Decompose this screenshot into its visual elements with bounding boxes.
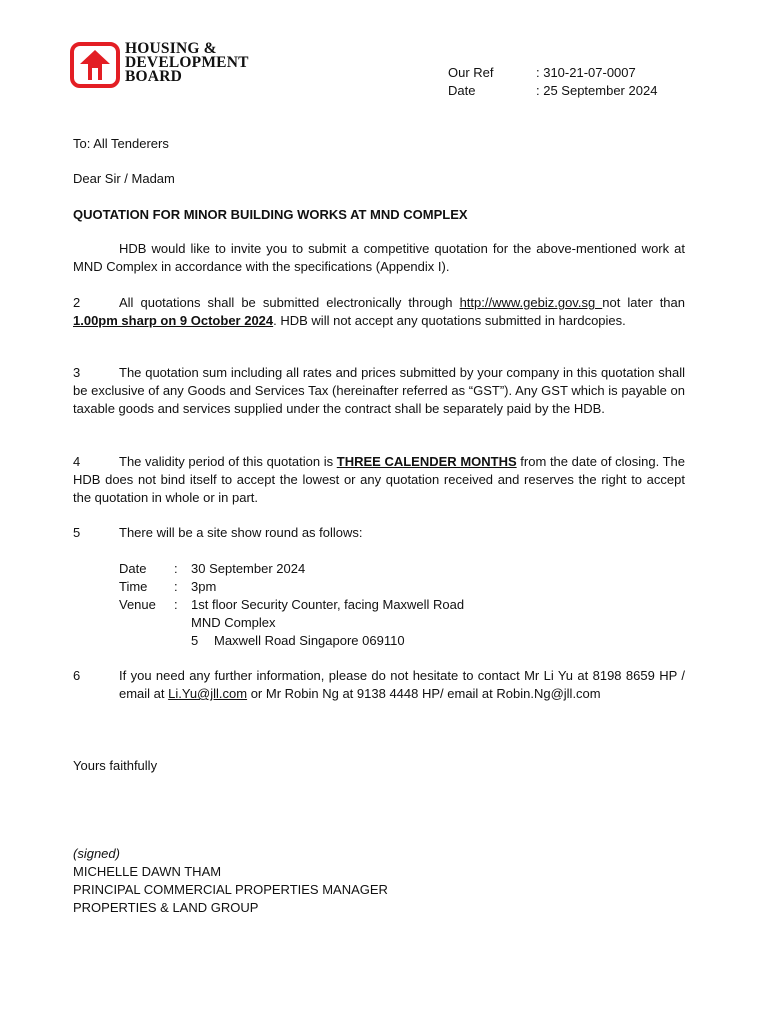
site-venue-line2: MND Complex <box>191 615 276 630</box>
gebiz-link[interactable]: http://www.gebiz.gov.sg <box>459 295 603 310</box>
site-time-label: Time <box>119 579 148 594</box>
org-name-line1: HOUSING & <box>125 40 217 57</box>
paragraph-2-text-b: not later than <box>602 295 685 310</box>
paragraph-5-text: There will be a site show round as follows: <box>119 525 363 540</box>
paragraph-2-number: 2 <box>73 295 81 310</box>
date-label: Date <box>448 83 476 98</box>
validity-period: THREE CALENDER MONTHS <box>336 454 517 469</box>
signatory-title: PRINCIPAL COMMERCIAL PROPERTIES MANAGER <box>73 882 388 897</box>
email-li-yu-link[interactable]: Li.Yu@jll.com <box>168 686 248 701</box>
site-date-colon: : <box>174 561 178 576</box>
paragraph-2-text-a: All quotations shall be submitted electronically through <box>119 295 460 310</box>
signature-block <box>73 845 388 917</box>
paragraph-1 <box>73 240 685 276</box>
deadline: 1.00pm sharp on 9 October 2024 <box>73 313 274 328</box>
our-ref-label: Our Ref <box>448 65 494 80</box>
paragraph-3 <box>73 364 685 418</box>
signatory-name: MICHELLE DAWN THAM <box>73 864 222 879</box>
site-date-label: Date <box>119 561 147 576</box>
hdb-logo <box>70 42 280 90</box>
letter-title: QUOTATION FOR MINOR BUILDING WORKS AT MND COMPLEX <box>73 207 468 222</box>
paragraph-2 <box>73 294 685 330</box>
paragraph-6 <box>119 667 685 703</box>
site-venue-line3-text: Maxwell Road Singapore 069110 <box>214 633 405 648</box>
hdb-house-icon <box>70 42 120 88</box>
site-venue-line1: 1st floor Security Counter, facing Maxwell Road <box>191 597 465 612</box>
paragraph-4-text-b: from the date of closing. The HDB does not bind itself to accept the lowest or any quotation received and reserves the right to accept the quotation in whole or in part. <box>73 454 685 505</box>
site-time-value: 3pm <box>191 579 217 594</box>
org-name-line3: BOARD <box>125 68 182 85</box>
addressee: To: All Tenderers <box>73 136 169 151</box>
paragraph-2-text-c: . HDB will not accept any quotations submitted in hardcopies. <box>273 313 626 328</box>
site-time-colon: : <box>174 579 178 594</box>
paragraph-1-text: HDB would like to invite you to submit a competitive quotation for the above-mentioned work at MND Complex in accordance with the specifications (Appendix I). <box>73 241 685 274</box>
closing: Yours faithfully <box>73 758 158 773</box>
paragraph-3-text: The quotation sum including all rates and prices submitted by your company in this quotation shall be exclusive of any Goods and Services Tax (hereinafter referred as “GST”). Any GST which is payable on taxable goods and services supplied under the contract shall be separately paid by the HDB. <box>73 365 685 416</box>
salutation: Dear Sir / Madam <box>73 171 175 186</box>
reference-block <box>448 64 657 100</box>
paragraph-3-number: 3 <box>73 365 81 380</box>
org-name-line2: DEVELOPMENT <box>125 54 249 71</box>
paragraph-4-text-a: The validity period of this quotation is <box>119 454 337 469</box>
paragraph-5 <box>73 524 685 542</box>
site-venue-line3-num: 5 <box>191 633 199 648</box>
our-ref-value: : 310-21-07-0007 <box>536 65 636 80</box>
paragraph-4 <box>73 453 685 507</box>
paragraph-6-number: 6 <box>73 668 81 683</box>
paragraph-6-text-b: or Mr Robin Ng at 9138 4448 HP/ email at Robin.Ng@jll.com <box>247 686 601 701</box>
paragraph-4-number: 4 <box>73 454 81 469</box>
paragraph-6-text-a: If you need any further information, please do not hesitate to contact Mr Li Yu at 8198 8659 HP / email at <box>119 668 685 701</box>
site-date-value: 30 September 2024 <box>191 561 306 576</box>
signed-note: (signed) <box>73 846 120 861</box>
signatory-group: PROPERTIES & LAND GROUP <box>73 900 259 915</box>
org-name <box>125 42 249 84</box>
site-venue-colon: : <box>174 597 178 612</box>
site-show-details <box>119 560 464 650</box>
site-venue-label: Venue <box>119 597 156 612</box>
date-value: : 25 September 2024 <box>536 83 658 98</box>
paragraph-5-number: 5 <box>73 525 81 540</box>
